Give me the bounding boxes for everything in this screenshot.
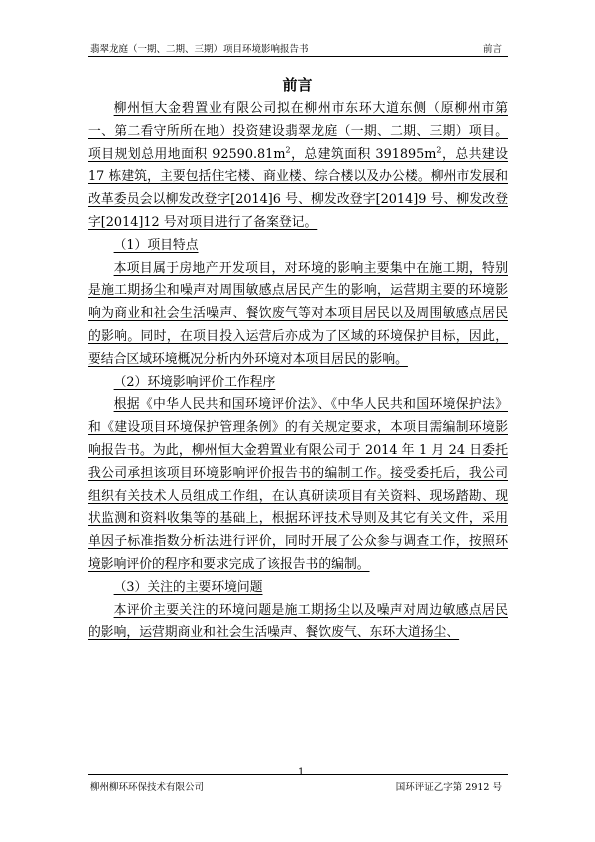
header-section: 前言 — [482, 44, 502, 55]
header-doc-title: 翡翠龙庭（一期、二期、三期）项目环境影响报告书 — [90, 44, 309, 55]
superscript: 2 — [436, 145, 442, 155]
footer-company: 柳州柳环环保技术有限公司 — [90, 782, 205, 793]
document-body — [88, 98, 508, 645]
section-paragraph-3: 本评价主要关注的环境问题是施工期扬尘以及噪声对周边敏感点居民的影响，运营期商业和社会生活噪声、餐饮废气、东环大道扬尘、 — [88, 602, 508, 641]
superscript: 2 — [285, 145, 291, 155]
section-paragraph-2: 根据《中华人民共和国环境评价法》、《中华人民共和国环境保护法》和《建设项目环境保护管理条例》的有关规定要求，本项目需编制环境影响报告书。为此，柳州恒大金碧置业有限公司于 2014 年 1 月 24 日委托我公司承担该项目环境影响评价报告书的编制工作。接受委托后，我公司组织有关技术人员组成工作组，在认真研读项目有关资料、现场踏勘、现状监测和资料收集等的基础上，根据环评技术导则及其它有关文件，采用单因子标准指数分析法进行评价，同时开展了公众参与调查工作，按照环境影响评价的程序和要求完成了该报告书的编制。 — [88, 397, 508, 572]
intro-text-b: ，总建筑面积 391895m — [290, 146, 437, 162]
section-heading-1: （1）项目特点 — [113, 237, 199, 253]
page-title: 前言 — [282, 76, 313, 94]
section-heading-2: （2）环境影响评价工作程序 — [113, 374, 276, 390]
page-header — [88, 38, 508, 57]
intro-text-a: 柳州恒大金碧置业有限公司拟在柳州市东环大道东侧（原柳州市第一、第二看守所所在地）投资建设翡翠龙庭（一期、二期、三期）项目。项目规划总用地面积 92590.81m — [88, 101, 508, 162]
intro-paragraph — [88, 98, 508, 235]
intro-text-c: ，总共建设 17 栋建筑，主要包括住宅楼、商业楼、综合楼以及办公楼。柳州市发展和改革委员会以柳发改登字[2014]6 号、柳发改登字[2014]9 号、柳发改登字[2014]12 号对项目进行了备案登记。 — [88, 146, 509, 230]
section-paragraph-1: 本项目属于房地产开发项目，对环境的影响主要集中在施工期，特别是施工期扬尘和噪声对周围敏感点居民产生的影响，运营期主要的环境影响为商业和社会生活噪声、餐饮废气等对本项目居民以及周围敏感点居民的影响。同时，在项目投入运营后亦成为了区域的环境保护目标，因此，要结合区域环境概况分析内外环境对本项目居民的影响。 — [88, 260, 508, 367]
footer-cert: 国环评证乙字第 2912 号 — [395, 782, 502, 793]
section-heading-3: （3）关注的主要环境问题 — [113, 579, 263, 595]
page-footer — [88, 767, 508, 793]
page-number: 1 — [298, 767, 305, 778]
